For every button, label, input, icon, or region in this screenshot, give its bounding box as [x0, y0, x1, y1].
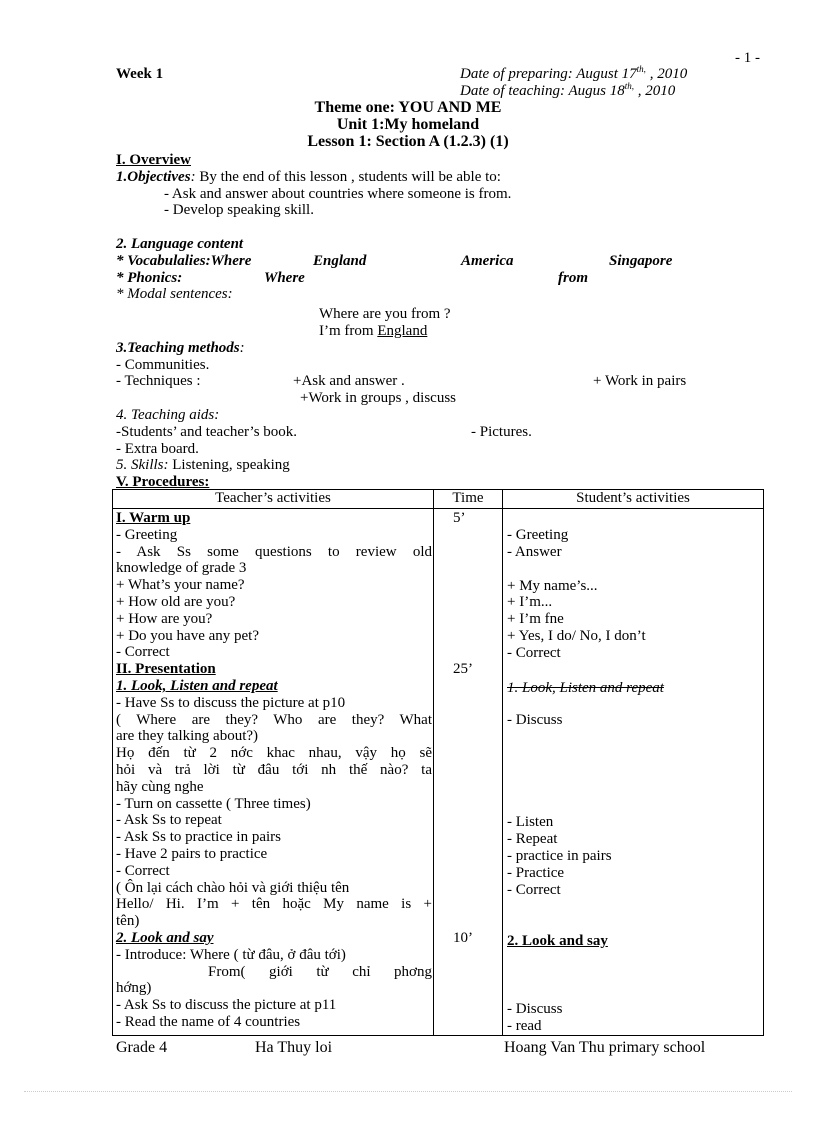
methods-line-2 [116, 373, 776, 390]
teacher-row: - Have 2 pairs to practice [116, 845, 268, 862]
objective-2: - Develop speaking skill. [164, 202, 314, 219]
teacher-row: tên) [116, 913, 140, 930]
col-header-time: Time [452, 490, 484, 506]
col-header-teacher: Teacher’s activities [215, 490, 331, 506]
technique-groups: +Work in groups , discuss [300, 390, 456, 407]
teacher-row: - Ask Ss to practice in pairs [116, 829, 281, 846]
modal-sentence-1: Where are you from ? [319, 306, 451, 323]
phonics-from: from [558, 269, 588, 286]
page-number: - 1 - [735, 50, 760, 66]
col-header-student: Student’s activities [576, 490, 690, 506]
time-look-say: 10’ [453, 930, 473, 946]
student-row: - practice in pairs [507, 848, 612, 864]
overview-heading: I. Overview [116, 152, 191, 168]
teacher-row: - Introduce: Where ( từ đâu, ở đâu tới) [116, 946, 346, 963]
date-teaching-year: , 2010 [633, 83, 676, 99]
teacher-row: + How old are you? [116, 593, 236, 610]
methods-heading-line [116, 340, 776, 357]
teacher-row: - Greeting [116, 526, 178, 543]
methods-colon: : [239, 339, 245, 356]
student-row: + I’m... [507, 594, 553, 610]
teacher-row: knowledge of grade 3 [116, 560, 247, 577]
lesson-title: Lesson 1: Section A (1.2.3) (1) [307, 133, 509, 150]
procedures-table [112, 489, 764, 1036]
modal-sentence-2 [116, 323, 776, 340]
date-preparing [460, 66, 687, 83]
student-row: + I’m fne [507, 611, 564, 627]
techniques-label: - Techniques : [116, 373, 201, 390]
phonics-line [116, 270, 776, 287]
methods-heading: 3.Teaching methods [116, 339, 240, 356]
objectives-line [116, 169, 776, 186]
teacher-row: 2. Look and say [116, 929, 214, 946]
teacher-row: hãy cùng nghe [116, 778, 204, 795]
procedures-heading: V. Procedures: [116, 474, 210, 491]
aids-heading: 4. Teaching aids: [116, 406, 220, 423]
student-row: - Greeting [507, 527, 569, 543]
teacher-row: ( Ôn lại cách chào hỏi và giới thiệu tên [116, 879, 350, 896]
modal-label: * Modal sentences [116, 286, 228, 303]
teacher-row: 1. Look, Listen and repeat [116, 677, 278, 694]
teacher-row: - Read the name of 4 countries [116, 1013, 301, 1030]
modal-colon: : [227, 286, 233, 303]
student-row: - Answer [507, 544, 562, 560]
student-row: - read [507, 1018, 542, 1034]
date-teaching-sup: th, [624, 81, 634, 91]
student-row: - Listen [507, 814, 554, 830]
language-heading: 2. Language content [116, 235, 244, 252]
objectives-colon: : [190, 168, 196, 185]
teacher-row: - Turn on cassette ( Three times) [116, 795, 311, 812]
unit-title: Unit 1:My homeland [336, 116, 480, 133]
teacher-row: - Have Ss to discuss the picture at p10 [116, 694, 346, 711]
teacher-row: + What’s your name? [116, 577, 245, 594]
teacher-row: From( giới từ chỉ phơng [208, 963, 432, 980]
date-preparing-year: , 2010 [645, 66, 688, 82]
teacher-row: I. Warm up [116, 510, 191, 526]
technique-ask-answer: +Ask and answer . [293, 373, 405, 390]
student-row: + Yes, I do/ No, I don’t [507, 628, 646, 644]
skills-line [116, 457, 776, 474]
skills-text: Listening, speaking [168, 457, 290, 474]
phonics-where: Where [264, 269, 305, 286]
footer-grade: Grade 4 [116, 1039, 168, 1056]
student-row: - Discuss [507, 1001, 563, 1017]
teacher-row: - Ask Ss some questions to review old [116, 543, 432, 560]
teacher-row: are they talking about?) [116, 728, 259, 745]
student-row: 2. Look and say [507, 933, 608, 949]
date-preparing-text: Date of preparing: August 17 [460, 66, 637, 82]
teacher-row: - Correct [116, 862, 170, 879]
aids-line-1 [116, 424, 776, 441]
skills-label: 5. Skills: [116, 457, 169, 474]
teacher-row: - Ask Ss to discuss the picture at p11 [116, 997, 337, 1014]
lesson-plan-body [116, 152, 776, 491]
technique-pairs: + Work in pairs [593, 373, 687, 390]
date-teaching [460, 83, 675, 100]
teacher-row: - Correct [116, 644, 170, 661]
footer-school: Hoang Van Thu primary school [504, 1039, 706, 1056]
teacher-row: + Do you have any pet? [116, 627, 259, 644]
aids-line-2: - Extra board. [116, 440, 199, 457]
aids-books: -Students’ and teacher’s book. [116, 423, 298, 440]
objectives-label: 1.Objectives [116, 168, 191, 185]
vocab-england: England [313, 252, 367, 269]
teacher-row: + How are you? [116, 610, 213, 627]
vocab-line [116, 253, 776, 270]
modal-sentence-2-a: I’m from [319, 322, 378, 339]
phonics-label: * Phonics: [116, 269, 183, 286]
vocab-label: * Vocabulalies:Where [116, 252, 252, 269]
modal-sentence-2-b: England [377, 322, 428, 339]
teacher-row: II. Presentation [116, 661, 216, 678]
teacher-row: Họ đến từ 2 nớc khac nhau, vậy họ sẽ [116, 745, 432, 762]
time-presentation: 25’ [453, 661, 473, 677]
teacher-row: hỏi và trả lời từ đâu tới nh thế nào? ta [116, 761, 432, 778]
footer-teacher: Ha Thuy loi [255, 1039, 333, 1056]
teacher-row: ( Where are they? Who are they? What [116, 711, 432, 728]
student-row: - Discuss [507, 712, 563, 728]
student-row: - Correct [507, 882, 561, 898]
teacher-activities [116, 510, 432, 1031]
teacher-row: hớng) [116, 980, 152, 997]
objective-1: - Ask and answer about countries where someone is from. [164, 185, 512, 202]
date-teaching-text: Date of teaching: Augus 18 [460, 83, 625, 99]
student-row: 1. Look, Listen and repeat [507, 680, 664, 696]
vocab-singapore: Singapore [609, 252, 673, 269]
teacher-row: - Ask Ss to repeat [116, 812, 222, 829]
student-row: - Repeat [507, 831, 558, 847]
time-warmup: 5’ [453, 510, 466, 526]
student-row: - Correct [507, 645, 561, 661]
theme-title: Theme one: YOU AND ME [314, 99, 502, 116]
modal-line [116, 286, 776, 303]
week-label: Week 1 [116, 66, 164, 82]
student-row: + My name’s... [507, 578, 598, 594]
methods-line-1: - Communities. [116, 356, 210, 373]
aids-pictures: - Pictures. [471, 423, 532, 440]
teacher-row: Hello/ Hi. I’m + tên hoặc My name is + [116, 896, 432, 913]
student-row: - Practice [507, 865, 565, 881]
vocab-america: America [461, 252, 514, 269]
objectives-text: By the end of this lesson , students will be able to: [195, 168, 501, 185]
date-preparing-sup: th, [636, 64, 646, 74]
